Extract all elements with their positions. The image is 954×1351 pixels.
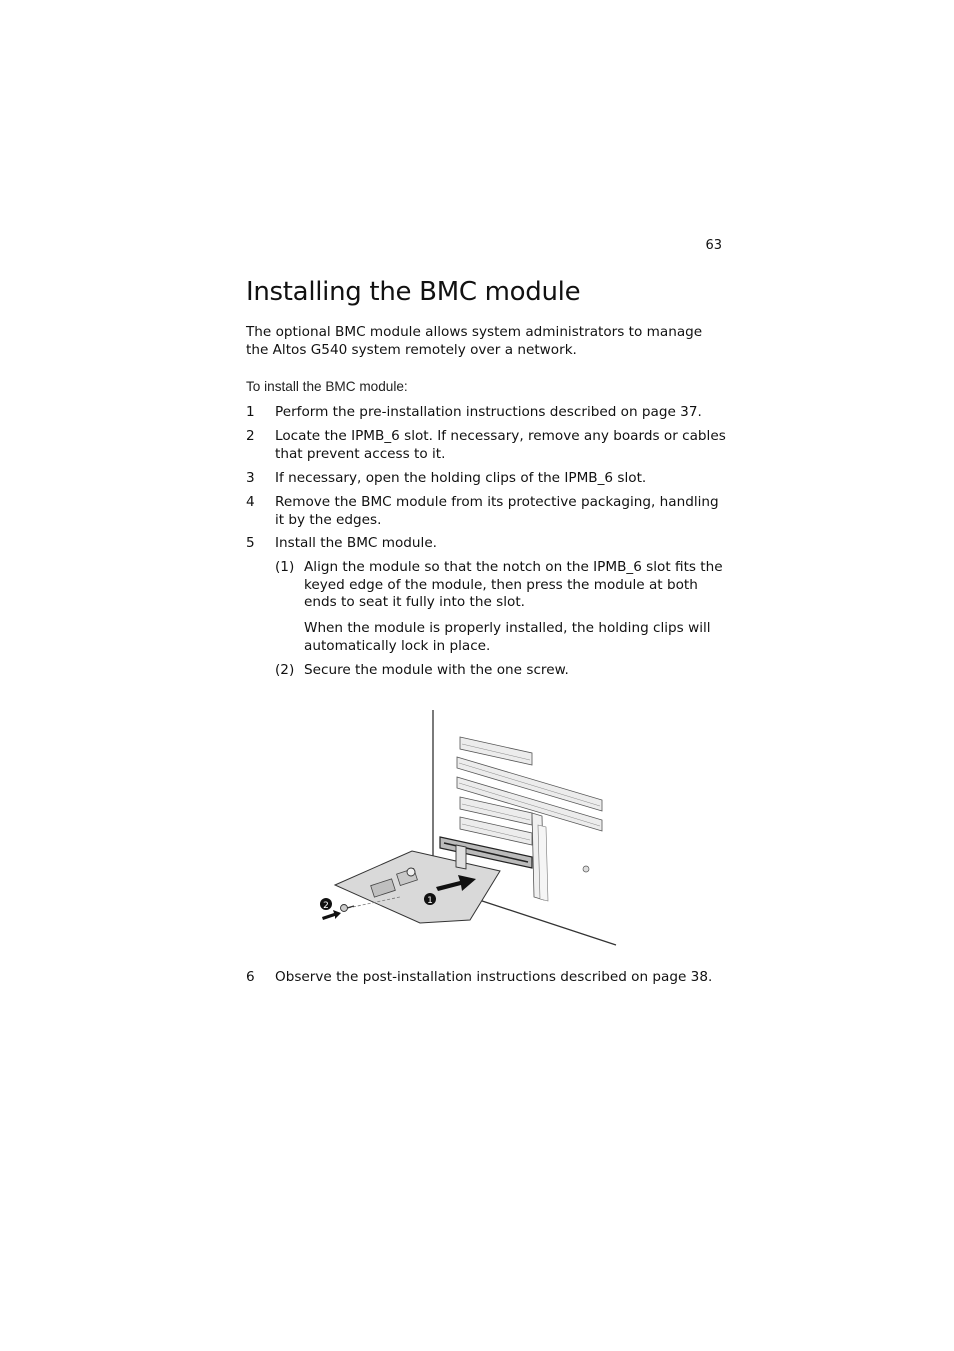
expansion-slots — [457, 737, 602, 845]
chassis-floor-line — [470, 897, 616, 945]
screw-hole — [407, 868, 415, 876]
step-1 — [246, 404, 726, 422]
screw — [341, 905, 348, 912]
step-4 — [246, 494, 726, 529]
callout-1: 1 — [427, 896, 433, 906]
substep-text: Align the module so that the notch on the IPMB_6 slot fits the keyed edge of the module, then press the module at both ends to seat it fully into the slot. — [304, 559, 723, 610]
step-5 — [246, 535, 726, 553]
step-number: 3 — [246, 470, 255, 486]
step-number: 1 — [246, 404, 255, 420]
substep-number: (1) — [275, 559, 295, 575]
steps-heading: To install the BMC module: — [246, 379, 408, 394]
step-2 — [246, 428, 726, 463]
intro-paragraph: The optional BMC module allows system administrators to manage the Altos G540 system remotely over a network. — [246, 324, 703, 358]
substep-note: When the module is properly installed, the holding clips will automatically lock in place. — [304, 620, 711, 654]
step-number: 5 — [246, 535, 255, 551]
page-number: 63 — [705, 238, 722, 253]
step-text: Perform the pre-installation instructions described on page 37. — [275, 404, 702, 420]
bmc-install-illustration — [310, 705, 630, 955]
step-text: Remove the BMC module from its protective packaging, handling it by the edges. — [275, 494, 719, 528]
step-number: 4 — [246, 494, 255, 510]
substep-2 — [275, 662, 726, 680]
module-bracket — [456, 845, 466, 869]
substep-1 — [275, 559, 726, 612]
step-number: 6 — [246, 969, 255, 985]
step-3 — [246, 470, 726, 488]
step-6 — [246, 969, 726, 987]
callout-2: 2 — [323, 901, 329, 911]
page-title: Installing the BMC module — [246, 277, 581, 307]
substep-number: (2) — [275, 662, 295, 678]
substep-text: Secure the module with the one screw. — [304, 662, 569, 678]
screw-arrow — [322, 910, 341, 920]
step-text: Locate the IPMB_6 slot. If necessary, remove any boards or cables that prevent access to it. — [275, 428, 726, 462]
step-text: If necessary, open the holding clips of the IPMB_6 slot. — [275, 470, 647, 486]
step-text: Observe the post-installation instructions described on page 38. — [275, 969, 713, 985]
standoff — [583, 866, 589, 872]
step-number: 2 — [246, 428, 255, 444]
step-text: Install the BMC module. — [275, 535, 438, 551]
bmc-module-board — [335, 851, 500, 923]
